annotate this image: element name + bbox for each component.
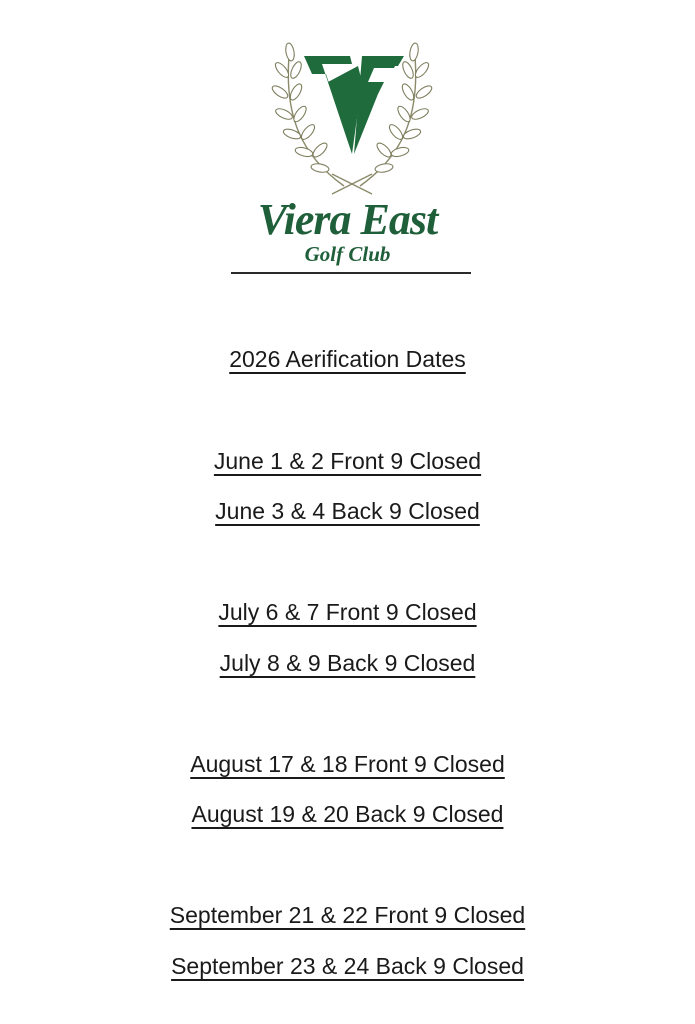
date-line: June 3 & 4 Back 9 Closed [215,498,480,524]
date-line: June 1 & 2 Front 9 Closed [213,448,482,474]
club-subtitle: Golf Club [304,242,391,266]
logo-divider [231,272,471,274]
club-logo [0,26,695,276]
date-line: September 21 & 22 Front 9 Closed [169,902,526,928]
date-line: September 23 & 24 Back 9 Closed [171,953,524,979]
club-name: Viera East [257,195,438,244]
date-line: July 8 & 9 Back 9 Closed [219,650,476,676]
page-title: 2026 Aerification Dates [229,346,466,372]
date-line: July 6 & 7 Front 9 Closed [218,599,477,625]
date-line: August 19 & 20 Back 9 Closed [191,801,504,827]
date-line: August 17 & 18 Front 9 Closed [190,751,505,777]
laurel-wreath-v-icon [262,26,442,196]
